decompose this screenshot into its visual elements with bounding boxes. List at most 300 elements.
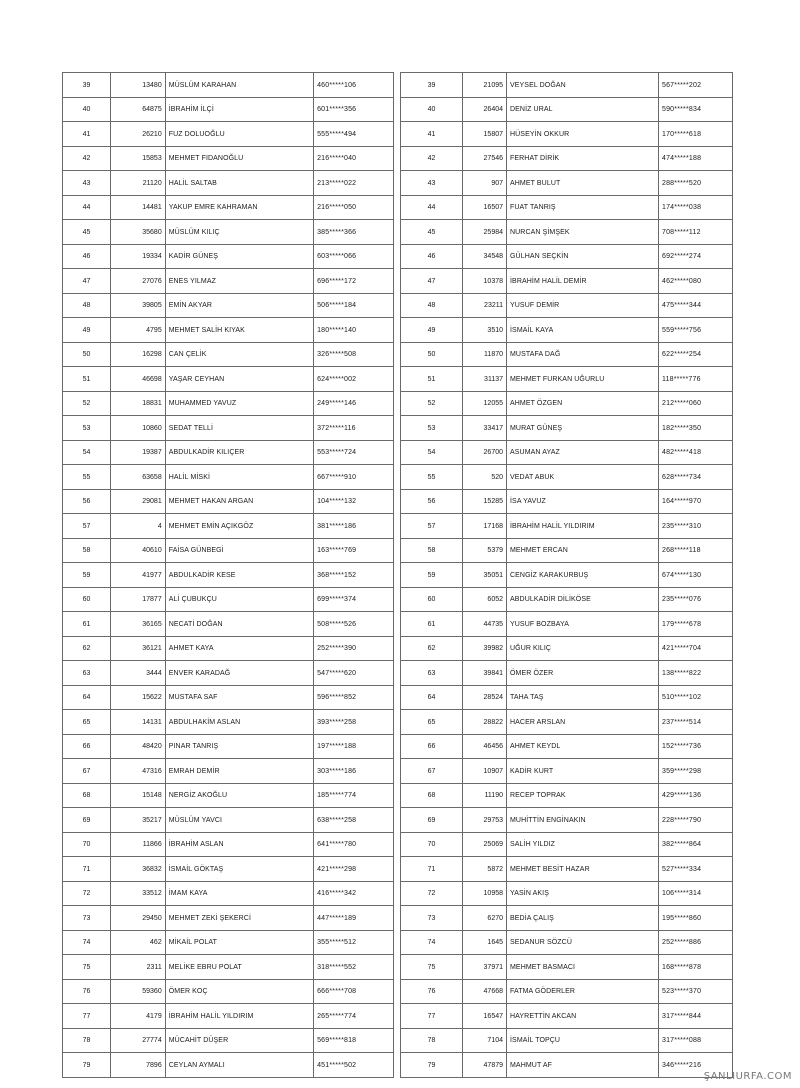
- applicant-code: 36121: [110, 636, 165, 661]
- person-name: SEDANUR SÖZCÜ: [507, 930, 659, 955]
- person-name: ÖMER KOÇ: [165, 979, 313, 1004]
- row-number: 78: [63, 1028, 111, 1053]
- person-name: MEHMET FURKAN UĞURLU: [507, 367, 659, 392]
- applicant-code: 15148: [110, 783, 165, 808]
- applicant-code: 907: [463, 171, 507, 196]
- row-number: 74: [401, 930, 463, 955]
- table-row: [401, 979, 733, 1004]
- row-number: 73: [401, 906, 463, 931]
- row-number: 68: [63, 783, 111, 808]
- table-row: [63, 146, 394, 171]
- row-number: 76: [63, 979, 111, 1004]
- table-row: [401, 391, 733, 416]
- masked-id: 317*****844: [659, 1004, 733, 1029]
- masked-id: 447*****189: [314, 906, 394, 931]
- person-name: DENİZ URAL: [507, 97, 659, 122]
- table-row: [63, 171, 394, 196]
- table-row: [401, 367, 733, 392]
- table-row: [401, 710, 733, 735]
- person-name: İBRAHİM İLÇİ: [165, 97, 313, 122]
- site-watermark: ŞANLIURFA.COM: [703, 1071, 792, 1082]
- person-name: HALİL SALTAB: [165, 171, 313, 196]
- row-number: 52: [401, 391, 463, 416]
- masked-id: 699*****374: [314, 587, 394, 612]
- row-number: 79: [63, 1053, 111, 1078]
- applicant-code: 7104: [463, 1028, 507, 1053]
- row-number: 51: [401, 367, 463, 392]
- table-row: [401, 73, 733, 98]
- table-row: [401, 759, 733, 784]
- table-row: [401, 440, 733, 465]
- person-name: FUZ DOLUOĞLU: [165, 122, 313, 147]
- person-name: MURAT GÜNEŞ: [507, 416, 659, 441]
- applicant-code: 11870: [463, 342, 507, 367]
- row-number: 50: [401, 342, 463, 367]
- row-number: 47: [63, 269, 111, 294]
- applicant-code: 21120: [110, 171, 165, 196]
- table-row: [63, 832, 394, 857]
- person-name: RECEP TOPRAK: [507, 783, 659, 808]
- table-row: [401, 342, 733, 367]
- masked-id: 462*****080: [659, 269, 733, 294]
- applicant-code: 28524: [463, 685, 507, 710]
- masked-id: 185*****774: [314, 783, 394, 808]
- applicant-code: 46456: [463, 734, 507, 759]
- person-name: MEHMET EMİN AÇIKGÖZ: [165, 514, 313, 539]
- applicant-code: 39982: [463, 636, 507, 661]
- table-row: [63, 587, 394, 612]
- table-row: [63, 514, 394, 539]
- row-number: 63: [401, 661, 463, 686]
- person-name: MEHMET SALİH KIYAK: [165, 318, 313, 343]
- applicant-code: 16507: [463, 195, 507, 220]
- table-row: [63, 955, 394, 980]
- applicant-code: 16547: [463, 1004, 507, 1029]
- row-number: 56: [401, 489, 463, 514]
- table-row: [63, 318, 394, 343]
- masked-id: 482*****418: [659, 440, 733, 465]
- applicant-code: 26404: [463, 97, 507, 122]
- table-row: [63, 930, 394, 955]
- table-row: [63, 416, 394, 441]
- table-row: [63, 367, 394, 392]
- table-row: [401, 832, 733, 857]
- left-list-table: [62, 72, 394, 1078]
- row-number: 77: [63, 1004, 111, 1029]
- person-name: FATMA GÖDERLER: [507, 979, 659, 1004]
- row-number: 51: [63, 367, 111, 392]
- masked-id: 170*****618: [659, 122, 733, 147]
- masked-id: 174*****038: [659, 195, 733, 220]
- table-row: [401, 1004, 733, 1029]
- person-name: ENES YILMAZ: [165, 269, 313, 294]
- person-name: UĞUR KILIÇ: [507, 636, 659, 661]
- applicant-code: 6270: [463, 906, 507, 931]
- person-name: YAKUP EMRE KAHRAMAN: [165, 195, 313, 220]
- table-row: [401, 416, 733, 441]
- table-row: [63, 538, 394, 563]
- row-number: 61: [401, 612, 463, 637]
- applicant-code: 14481: [110, 195, 165, 220]
- applicant-code: 47316: [110, 759, 165, 784]
- person-name: MUHİTTİN ENGİNAKIN: [507, 808, 659, 833]
- row-number: 39: [401, 73, 463, 98]
- masked-id: 622*****254: [659, 342, 733, 367]
- table-row: [401, 955, 733, 980]
- person-name: MÜSLÜM YAVCI: [165, 808, 313, 833]
- table-row: [401, 514, 733, 539]
- masked-id: 555*****494: [314, 122, 394, 147]
- person-name: FUAT TANRIŞ: [507, 195, 659, 220]
- row-number: 39: [63, 73, 111, 98]
- masked-id: 508*****526: [314, 612, 394, 637]
- applicant-code: 10907: [463, 759, 507, 784]
- row-number: 58: [63, 538, 111, 563]
- masked-id: 359*****298: [659, 759, 733, 784]
- person-name: AHMET KAYA: [165, 636, 313, 661]
- person-name: MÜSLÜM KILIÇ: [165, 220, 313, 245]
- applicant-code: 19387: [110, 440, 165, 465]
- table-row: [63, 244, 394, 269]
- person-name: CAN ÇELİK: [165, 342, 313, 367]
- table-row: [401, 685, 733, 710]
- masked-id: 601*****356: [314, 97, 394, 122]
- person-name: ABDULKADİR KILIÇER: [165, 440, 313, 465]
- person-name: MÜSLÜM KARAHAN: [165, 73, 313, 98]
- masked-id: 288*****520: [659, 171, 733, 196]
- row-number: 68: [401, 783, 463, 808]
- row-number: 46: [63, 244, 111, 269]
- masked-id: 152*****736: [659, 734, 733, 759]
- table-row: [63, 1004, 394, 1029]
- person-name: MUSTAFA SAF: [165, 685, 313, 710]
- table-row: [63, 1053, 394, 1078]
- row-number: 64: [401, 685, 463, 710]
- applicant-code: 19334: [110, 244, 165, 269]
- masked-id: 393*****258: [314, 710, 394, 735]
- row-number: 65: [63, 710, 111, 735]
- masked-id: 416*****342: [314, 881, 394, 906]
- applicant-code: 12055: [463, 391, 507, 416]
- masked-id: 346*****216: [659, 1053, 733, 1078]
- row-number: 69: [401, 808, 463, 833]
- table-row: [401, 881, 733, 906]
- table-row: [401, 906, 733, 931]
- applicant-code: 520: [463, 465, 507, 490]
- person-name: MUHAMMED YAVUZ: [165, 391, 313, 416]
- row-number: 74: [63, 930, 111, 955]
- table-row: [401, 563, 733, 588]
- person-name: İSMAİL TOPÇU: [507, 1028, 659, 1053]
- row-number: 45: [401, 220, 463, 245]
- row-number: 55: [63, 465, 111, 490]
- row-number: 54: [401, 440, 463, 465]
- masked-id: 628*****734: [659, 465, 733, 490]
- person-name: EMRAH DEMİR: [165, 759, 313, 784]
- table-row: [63, 220, 394, 245]
- table-row: [63, 122, 394, 147]
- applicant-code: 3444: [110, 661, 165, 686]
- applicant-code: 25984: [463, 220, 507, 245]
- person-name: ABDULKADİR KESE: [165, 563, 313, 588]
- masked-id: 368*****152: [314, 563, 394, 588]
- table-row: [63, 906, 394, 931]
- masked-id: 603*****066: [314, 244, 394, 269]
- applicant-code: 39841: [463, 661, 507, 686]
- person-name: BEDİA ÇALIŞ: [507, 906, 659, 931]
- applicant-code: 3510: [463, 318, 507, 343]
- row-number: 72: [63, 881, 111, 906]
- masked-id: 195*****860: [659, 906, 733, 931]
- row-number: 65: [401, 710, 463, 735]
- masked-id: 547*****620: [314, 661, 394, 686]
- masked-id: 216*****050: [314, 195, 394, 220]
- table-row: [401, 465, 733, 490]
- masked-id: 692*****274: [659, 244, 733, 269]
- person-name: SALİH YILDIZ: [507, 832, 659, 857]
- masked-id: 249*****146: [314, 391, 394, 416]
- masked-id: 567*****202: [659, 73, 733, 98]
- person-name: YAŞAR CEYHAN: [165, 367, 313, 392]
- row-number: 70: [401, 832, 463, 857]
- masked-id: 590*****834: [659, 97, 733, 122]
- applicant-code: 14131: [110, 710, 165, 735]
- table-row: [401, 857, 733, 882]
- row-number: 61: [63, 612, 111, 637]
- masked-id: 303*****186: [314, 759, 394, 784]
- applicant-code: 63658: [110, 465, 165, 490]
- applicant-code: 11190: [463, 783, 507, 808]
- person-name: YASİN AKIŞ: [507, 881, 659, 906]
- table-row: [401, 783, 733, 808]
- masked-id: 674*****130: [659, 563, 733, 588]
- table-row: [401, 587, 733, 612]
- applicant-code: 462: [110, 930, 165, 955]
- row-number: 63: [63, 661, 111, 686]
- row-number: 79: [401, 1053, 463, 1078]
- applicant-code: 5379: [463, 538, 507, 563]
- masked-id: 268*****118: [659, 538, 733, 563]
- table-row: [401, 146, 733, 171]
- masked-id: 429*****136: [659, 783, 733, 808]
- masked-id: 212*****060: [659, 391, 733, 416]
- row-number: 60: [63, 587, 111, 612]
- applicant-code: 40610: [110, 538, 165, 563]
- person-name: HALİL MİSKİ: [165, 465, 313, 490]
- applicant-code: 29753: [463, 808, 507, 833]
- masked-id: 326*****508: [314, 342, 394, 367]
- row-number: 67: [63, 759, 111, 784]
- applicant-code: 17168: [463, 514, 507, 539]
- row-number: 41: [401, 122, 463, 147]
- applicant-code: 2311: [110, 955, 165, 980]
- person-name: MEHMET ERCAN: [507, 538, 659, 563]
- table-row: [63, 612, 394, 637]
- row-number: 45: [63, 220, 111, 245]
- row-number: 53: [63, 416, 111, 441]
- table-row: [63, 759, 394, 784]
- masked-id: 523*****370: [659, 979, 733, 1004]
- masked-id: 180*****140: [314, 318, 394, 343]
- applicant-code: 35051: [463, 563, 507, 588]
- table-row: [401, 930, 733, 955]
- row-number: 40: [63, 97, 111, 122]
- row-number: 73: [63, 906, 111, 931]
- applicant-code: 4795: [110, 318, 165, 343]
- row-number: 78: [401, 1028, 463, 1053]
- applicant-code: 37971: [463, 955, 507, 980]
- masked-id: 382*****864: [659, 832, 733, 857]
- applicant-code: 47879: [463, 1053, 507, 1078]
- applicant-code: 13480: [110, 73, 165, 98]
- person-name: MİKAİL POLAT: [165, 930, 313, 955]
- applicant-code: 17877: [110, 587, 165, 612]
- masked-id: 252*****390: [314, 636, 394, 661]
- applicant-code: 29081: [110, 489, 165, 514]
- table-row: [63, 661, 394, 686]
- masked-id: 596*****852: [314, 685, 394, 710]
- masked-id: 559*****756: [659, 318, 733, 343]
- person-name: MEHMET HAKAN ARGAN: [165, 489, 313, 514]
- applicant-code: 59360: [110, 979, 165, 1004]
- row-number: 55: [401, 465, 463, 490]
- row-number: 42: [63, 146, 111, 171]
- applicant-code: 33417: [463, 416, 507, 441]
- row-number: 76: [401, 979, 463, 1004]
- document-sheet: [62, 72, 732, 1069]
- applicant-code: 15622: [110, 685, 165, 710]
- applicant-code: 18831: [110, 391, 165, 416]
- applicant-code: 29450: [110, 906, 165, 931]
- masked-id: 265*****774: [314, 1004, 394, 1029]
- applicant-code: 27774: [110, 1028, 165, 1053]
- applicant-code: 7896: [110, 1053, 165, 1078]
- masked-id: 638*****258: [314, 808, 394, 833]
- applicant-code: 23211: [463, 293, 507, 318]
- person-name: AHMET BULUT: [507, 171, 659, 196]
- masked-id: 372*****116: [314, 416, 394, 441]
- masked-id: 510*****102: [659, 685, 733, 710]
- applicant-code: 35217: [110, 808, 165, 833]
- table-row: [63, 465, 394, 490]
- person-name: EMİN AKYAR: [165, 293, 313, 318]
- applicant-code: 15807: [463, 122, 507, 147]
- person-name: KADİR GÜNEŞ: [165, 244, 313, 269]
- table-row: [63, 73, 394, 98]
- person-name: YUSUF BOZBAYA: [507, 612, 659, 637]
- table-row: [63, 808, 394, 833]
- row-number: 50: [63, 342, 111, 367]
- person-name: CEYLAN AYMALI: [165, 1053, 313, 1078]
- table-row: [401, 538, 733, 563]
- table-row: [63, 881, 394, 906]
- applicant-code: 21095: [463, 73, 507, 98]
- masked-id: 460*****106: [314, 73, 394, 98]
- person-name: HAYRETTİN AKCAN: [507, 1004, 659, 1029]
- table-row: [401, 612, 733, 637]
- table-row: [63, 1028, 394, 1053]
- right-list-table: [400, 72, 733, 1078]
- applicant-code: 47668: [463, 979, 507, 1004]
- masked-id: 527*****334: [659, 857, 733, 882]
- applicant-code: 6052: [463, 587, 507, 612]
- masked-id: 451*****502: [314, 1053, 394, 1078]
- table-row: [63, 489, 394, 514]
- table-row: [63, 636, 394, 661]
- applicant-code: 4179: [110, 1004, 165, 1029]
- person-name: MEHMET ZEKİ ŞEKERCİ: [165, 906, 313, 931]
- row-number: 71: [63, 857, 111, 882]
- person-name: ENVER KARADAĞ: [165, 661, 313, 686]
- table-row: [63, 440, 394, 465]
- row-number: 49: [63, 318, 111, 343]
- person-name: VEDAT ABUK: [507, 465, 659, 490]
- masked-id: 317*****088: [659, 1028, 733, 1053]
- masked-id: 118*****776: [659, 367, 733, 392]
- person-name: MEHMET FIDANOĞLU: [165, 146, 313, 171]
- person-name: ÖMER ÖZER: [507, 661, 659, 686]
- applicant-code: 25069: [463, 832, 507, 857]
- table-row: [401, 171, 733, 196]
- applicant-code: 48420: [110, 734, 165, 759]
- row-number: 47: [401, 269, 463, 294]
- person-name: İSA YAVUZ: [507, 489, 659, 514]
- row-number: 49: [401, 318, 463, 343]
- person-name: MUSTAFA DAĞ: [507, 342, 659, 367]
- masked-id: 197*****188: [314, 734, 394, 759]
- person-name: KADİR KURT: [507, 759, 659, 784]
- applicant-code: 10860: [110, 416, 165, 441]
- person-name: NURCAN ŞİMŞEK: [507, 220, 659, 245]
- row-number: 62: [401, 636, 463, 661]
- table-row: [401, 661, 733, 686]
- person-name: İBRAHİM HALİL YILDIRIM: [165, 1004, 313, 1029]
- masked-id: 318*****552: [314, 955, 394, 980]
- applicant-code: 34548: [463, 244, 507, 269]
- person-name: NECATİ DOĞAN: [165, 612, 313, 637]
- masked-id: 252*****886: [659, 930, 733, 955]
- applicant-code: 44735: [463, 612, 507, 637]
- applicant-code: 64875: [110, 97, 165, 122]
- applicant-code: 39805: [110, 293, 165, 318]
- person-name: HÜSEYİN OKKUR: [507, 122, 659, 147]
- table-row: [63, 563, 394, 588]
- person-name: İBRAHİM ASLAN: [165, 832, 313, 857]
- masked-id: 168*****878: [659, 955, 733, 980]
- table-row: [401, 269, 733, 294]
- table-row: [63, 342, 394, 367]
- applicant-code: 36165: [110, 612, 165, 637]
- row-number: 57: [401, 514, 463, 539]
- row-number: 56: [63, 489, 111, 514]
- person-name: MÜCAHİT DÜŞER: [165, 1028, 313, 1053]
- masked-id: 708*****112: [659, 220, 733, 245]
- masked-id: 421*****704: [659, 636, 733, 661]
- row-number: 53: [401, 416, 463, 441]
- row-number: 59: [401, 563, 463, 588]
- applicant-code: 5872: [463, 857, 507, 882]
- person-name: AHMET KEYDL: [507, 734, 659, 759]
- table-row: [401, 220, 733, 245]
- masked-id: 553*****724: [314, 440, 394, 465]
- table-row: [401, 97, 733, 122]
- row-number: 44: [63, 195, 111, 220]
- masked-id: 381*****186: [314, 514, 394, 539]
- table-row: [63, 734, 394, 759]
- masked-id: 106*****314: [659, 881, 733, 906]
- row-number: 71: [401, 857, 463, 882]
- masked-id: 641*****780: [314, 832, 394, 857]
